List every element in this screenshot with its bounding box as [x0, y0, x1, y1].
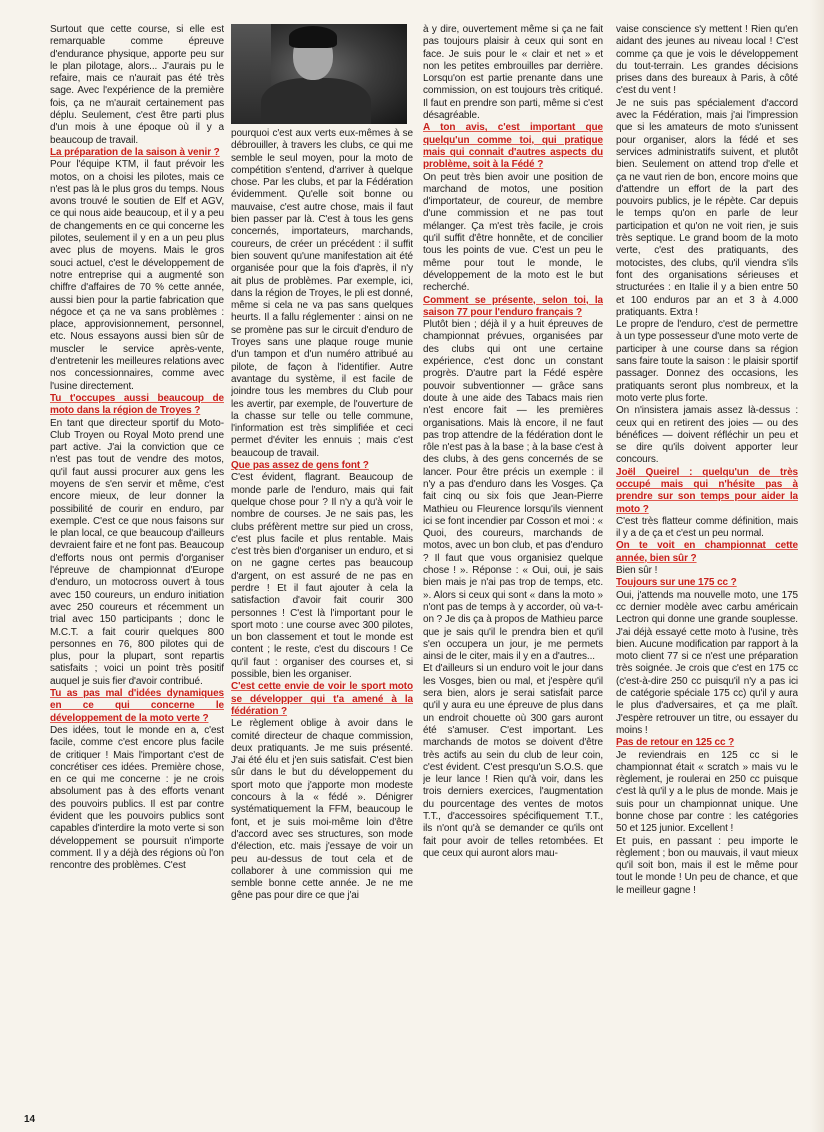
body-paragraph: Et d'ailleurs si un enduro voit le jour dans les Vosges, bien ou mal, et j'espère qu'il sera bien, alors je serai satisfait parce qu'il y aura eu une épreuve de plus dans un endroit chouette où 300 gars auront été s'amuser. C'est important. Les marchands de motos se doivent d'être très actifs au sein du club de leur coin, c'est évident. C'est presqu'un S.O.S. que je leur lance ! Rien qu'à voir, dans les trois derniers exercices, l'augmentation du pourcentage des ventes de motos T.T., d'accessoires spécifiquement T.T., ils n'ont qu'à se demander ce qu'ils ont fait pour avoir de telles retombées. Et que ceux qui auront alors mau-: [423, 663, 603, 859]
interview-question: Joël Queirel : quelqu'un de très occupé mais qui n'hésite pas à prendre sur son temps pour aider la moto ?: [616, 466, 798, 515]
body-paragraph: Surtout que cette course, si elle est remarquable comme épreuve d'endurance physique, apporte peu sur le plan pilotage, alors... J'aurais pu le refaire, mais ce n'aurait pas été très sage. Avec l'expérience de la première fois, ça ne m'aurait certainement pas déplu. Seulement, c'est être parti plus d'un mois à une époque où il y a beaucoup de travail.: [50, 24, 224, 146]
body-paragraph: C'est très flatteur comme définition, mais il y a de ça et c'est un peu normal.: [616, 515, 798, 540]
body-paragraph: Des idées, tout le monde en a, c'est facile, comme c'est encore plus facile de critiquer ! Mais l'important c'est de concrétiser ces idées. Première chose, en ce qui me concerne : je ne crois absolument pas à des efforts venant des pouvoirs publics. Il est par contre évident que les pouvoirs publics sont capables d'interdire la moto verte si son développement se poursuit n'importe comment. Il y a déjà des régions où l'on rencontre des problèmes. C'est: [50, 724, 224, 872]
body-paragraph: Et puis, en passant : peu importe le règlement ; bon ou mauvais, il vaut mieux qu'il soit bon, mais il est le même pour tout le monde ! Un peu de chance, et que le meilleur gagne !: [616, 835, 798, 896]
interview-question: Comment se présente, selon toi, la saison 77 pour l'enduro français ?: [423, 294, 603, 318]
interview-question: C'est cette envie de voir le sport moto se développer qui t'a amené à la fédération ?: [231, 681, 413, 717]
body-paragraph: On n'insistera jamais assez là-dessus : ceux qui en retirent des joies — ou des bénéfices — doivent réfléchir un peu et se dire qu'ils doivent apporter leur concours.: [616, 405, 798, 466]
body-paragraph: Je reviendrais en 125 cc si le championnat était « scratch » mais vu le règlement, je roulerai en 250 cc puisque c'est là qu'il y a le plus de monde. Mais je suis pour un championnat unique. Une bonne chose par contre : les catégories 50 et 125 junior. Excellent !: [616, 749, 798, 835]
body-paragraph: vaise conscience s'y mettent ! Rien qu'en aidant des jeunes au niveau local ! C'est comme ça que je vois le développement du tout-terrain. Les grandes décisions prises dans des bureaux à Paris, à côté c'est du vent !: [616, 24, 798, 97]
interview-question: On te voit en championnat cette année, bien sûr ?: [616, 540, 798, 564]
column-1: [50, 24, 224, 1120]
body-paragraph: Plutôt bien ; déjà il y a huit épreuves de championnat prévues, organisées par des clubs qui ont une certaine expérience, c'est donc un constant progrès. D'autre part la Fédé espère pouvoir subventionner — grâce sans doute à une aide des Tabacs mais rien n'est encore fait — les premières organisations. Mais là encore, il ne faut pas trop attendre de la fédération dont le rôle n'est pas à la base ; à la base c'est à des clubs, à des gens concernés de se lancer. Pour être précis un exemple : il n'y a pas d'enduro dans les Vosges. Ça fait cinq ou six fois que Jean-Pierre Mathieu ou Fleurence lorsqu'ils viennent ici se font incendier par Cosson et moi : « Quoi, des coureurs, marchands de motos, avec un bon club, et pas d'enduro ? Il faut que vous organisiez quelque chose ! ». Réponse : « Oui, oui, je sais bien mais je n'ai pas trop de temps, etc. ». Alors si ceux qui sont « dans la moto » n'ont pas de temps à y accorder, où va-t-on ? Je dis ça à propos de Mathieu parce que je sais qu'il le prendra bien et qu'il s'en occupera un jour, je me permets ainsi de le citer, mais il y en a d'autres...: [423, 319, 603, 663]
body-paragraph: Pour l'équipe KTM, il faut prévoir les motos, on a choisi les pilotes, mais ce n'est pas là le plus gros du temps. Nous avons trouvé le soutien de Elf et AGV, ce qui nous aide beaucoup, et il y a peu de changements en ce qui concerne les pilotes, seulement il y en a un peu plus avec plus de moyens. Mais le gros souci actuel, c'est le développement de notre entreprise qui a augmenté son chiffre d'affaires de 70 % cette année, aussi bien pour la partie fabrication que négoce et ça ne va sans problèmes : place, approvisionnement, personnel, etc. Nous essayons aussi bien sûr de muscler le service après-vente, d'entretenir les meilleures relations avec nos concessionnaires, comme avec l'usine directement.: [50, 159, 224, 392]
interview-question: Tu as pas mal d'idées dynamiques en ce qui concerne le développement de la moto verte ?: [50, 688, 224, 724]
column-3: [423, 24, 603, 1120]
photo-body: [261, 78, 371, 124]
body-paragraph: Bien sûr !: [616, 565, 658, 577]
interview-question: La préparation de la saison à venir ?: [50, 146, 220, 158]
body-paragraph: En tant que directeur sportif du Moto-Club Troyen ou Royal Moto prend une part active. J'ai la conviction que ce n'est pas tout de vendre des motos, qu'il faut aussi procurer aux gens les moyens de s'en servir et même, c'est encore mieux, de leur donner la possibilité de courir en enduro, par exemple. C'est ce que nous faisons sur le plan local, ce que beaucoup d'ailleurs devraient faire et ne font pas. Beaucoup d'efforts nous ont permis d'organiser l'épreuve de championnat d'Europe d'enduro, un motocross ouvert à tous avec 150 coureurs, un enduro initiation avec 250 coureurs et récemment un trial avec 150 participants ; donc le M.C.T. a fait courir quelques 800 personnes en 76, 800 pilotes qui de plus, pour la plupart, sont repartis satisfaits ; voici un point très positif auquel je suis fier d'avoir contribué.: [50, 417, 224, 687]
body-paragraph: à y dire, ouvertement même si ça ne fait pas toujours plaisir à ceux qui sont en face. Je suis pour le « clair et net » et non les petites embrouilles par derrière. Lorsqu'on est partie prenante dans une commission, on est toujours très critiqué. Il faut en prendre son parti, même si c'est désagréable.: [423, 24, 603, 122]
page-number: 14: [24, 1114, 36, 1125]
interview-question: Tu t'occupes aussi beaucoup de moto dans la région de Troyes ?: [50, 392, 224, 417]
body-paragraph: On peut très bien avoir une position de marchand de motos, une position d'importateur, de coureur, de membre d'une commission et ne pas tout mélanger. Ça m'est très facile, je crois qu'il suffit d'être honnête, et de concilier tous les points de vue. C'est un peu le même pour tout le monde, le développement de la moto est le but recherché.: [423, 171, 603, 294]
column-2: [231, 24, 413, 1120]
page-edge: [810, 0, 824, 1132]
body-paragraph: Je ne suis pas spécialement d'accord avec la Fédération, mais j'ai l'impression que si les amateurs de moto s'unissent pour organiser, alors la fédé et ses services administratifs suivent, et plutôt bien. Seulement on attend trop d'elle et ça ne vaut rien de bon, encore moins que d'attendre un effort de la part des pouvoirs publics, je le répète. Car depuis le temps qu'on en parle de leur participation et qu'on ne voit rien, je suis très septique. Le grand boom de la moto verte, c'est des pratiquants, des motocistes, des clubs, qu'il viendra s'ils font des organisations sérieuses et structurées : en Italie il y a bien entre 50 et 100 enduros par an et 3 à 4.000 pratiquants. Extra !: [616, 97, 798, 318]
column-4: [616, 24, 798, 1120]
interview-question: Toujours sur une 175 cc ?: [616, 577, 737, 589]
interview-question: Que pas assez de gens font ?: [231, 460, 369, 472]
portrait-photo: [231, 24, 407, 124]
body-paragraph: pourquoi c'est aux verts eux-mêmes à se débrouiller, à travers les clubs, ce qui me semble le seul moyen, pour la moto de compétition s'entend, d'arriver à quelque chose. Par les clubs, et par la Fédération évidemment. Qu'elle soit bonne ou mauvaise, c'est autre chose, mais il faut bien passer par là. C'est à tous les gens concernés, importateurs, marchands, coureurs, de créer un précédent : il suffit bien souvent qu'une manifestation ait été organisée pour que la fois d'après, il n'y ait plus de problèmes. Par exemple, ici, dans la région de Troyes, le pli est donné, même si cela ne va pas sans quelques heurts. Il a fallu réglementer : ainsi on ne se promène pas sur le circuit d'enduro de Troyes sans une plaque rouge munie d'un tampon et d'un numéro attribué au pilote, de façon à l'identifier. Autre avantage du système, il est facile de joindre tous les membres du Club pour les avertir, par exemple, de l'ouverture de la chasse sur telle ou telle commune, l'information est très simplifiée et ceci permet d'éviter les ennuis ; mais c'est beaucoup de travail.: [231, 128, 413, 459]
interview-question: Pas de retour en 125 cc ?: [616, 737, 735, 749]
photo-hair: [289, 26, 337, 48]
interview-question: A ton avis, c'est important que quelqu'un comme toi, qui pratique mais qui connait d'autres aspects du problème, soit à la Fédé ?: [423, 122, 603, 171]
body-paragraph: C'est évident, flagrant. Beaucoup de monde parle de l'enduro, mais qui fait quelque chose pour ? Il n'y a qu'à voir le nombre de courses. Je ne sais pas, les clubs préfèrent mettre sur pied un cross, c'est plus facile et plus rentable. Mais c'est très bien d'organiser un enduro, et si on ne gagne certes pas beaucoup d'argent, on est assuré de ne pas en perdre ! Et il faut ajouter à cela la satisfaction d'avoir fait courir 300 personnes ! C'est là l'important pour le sport moto : une course avec 300 pilotes, un bon classement et tout le monde est content ; le reste, c'est du discours ! Ce qu'il faut : organiser des courses et, si possible, bien les organiser.: [231, 472, 413, 681]
body-paragraph: Oui, j'attends ma nouvelle moto, une 175 cc dernier modèle avec carbu américain Lectron qui donne une grande souplesse. J'ai déjà essayé cette moto à l'usine, très bien. Aucune modification par rapport à la moto client 77 si ce n'est une préparation très soignée. Je crois que c'est en 175 cc (c'est-à-dire 250 cc puisqu'il n'y a pas ici de catégorie spéciale 175 cc) qu'il y aura le plus d'adversaires, et ça me plaît. J'espère retrouver un titre, ou essayer du moins !: [616, 589, 798, 736]
body-paragraph: Le propre de l'enduro, c'est de permettre à un type possesseur d'une moto verte de participer à une course dans sa région sans faire toute la saison : le plaisir sportif passager. Donnez des occasions, les pratiquants seront plus nombreux, et la moto verte plus forte.: [616, 319, 798, 404]
body-paragraph: Le règlement oblige à avoir dans le comité directeur de chaque commission, deux pratiquants. Je me suis présenté. J'ai été élu et j'en suis satisfait. C'est bien sûr dans le but du développement du sport moto que j'apporte mon modeste concours à la « fédé ». Dénigrer systématiquement la FFM, beaucoup le font, et je suis moi-même loin d'être d'accord avec ses structures, son mode d'élection, etc. mais j'essaye de voir un peu au-dessus de tout cela et de collaborer à une commission qui me semble bonne cette année. Je ne me gêne pas pour dire ce que j'ai: [231, 718, 413, 902]
